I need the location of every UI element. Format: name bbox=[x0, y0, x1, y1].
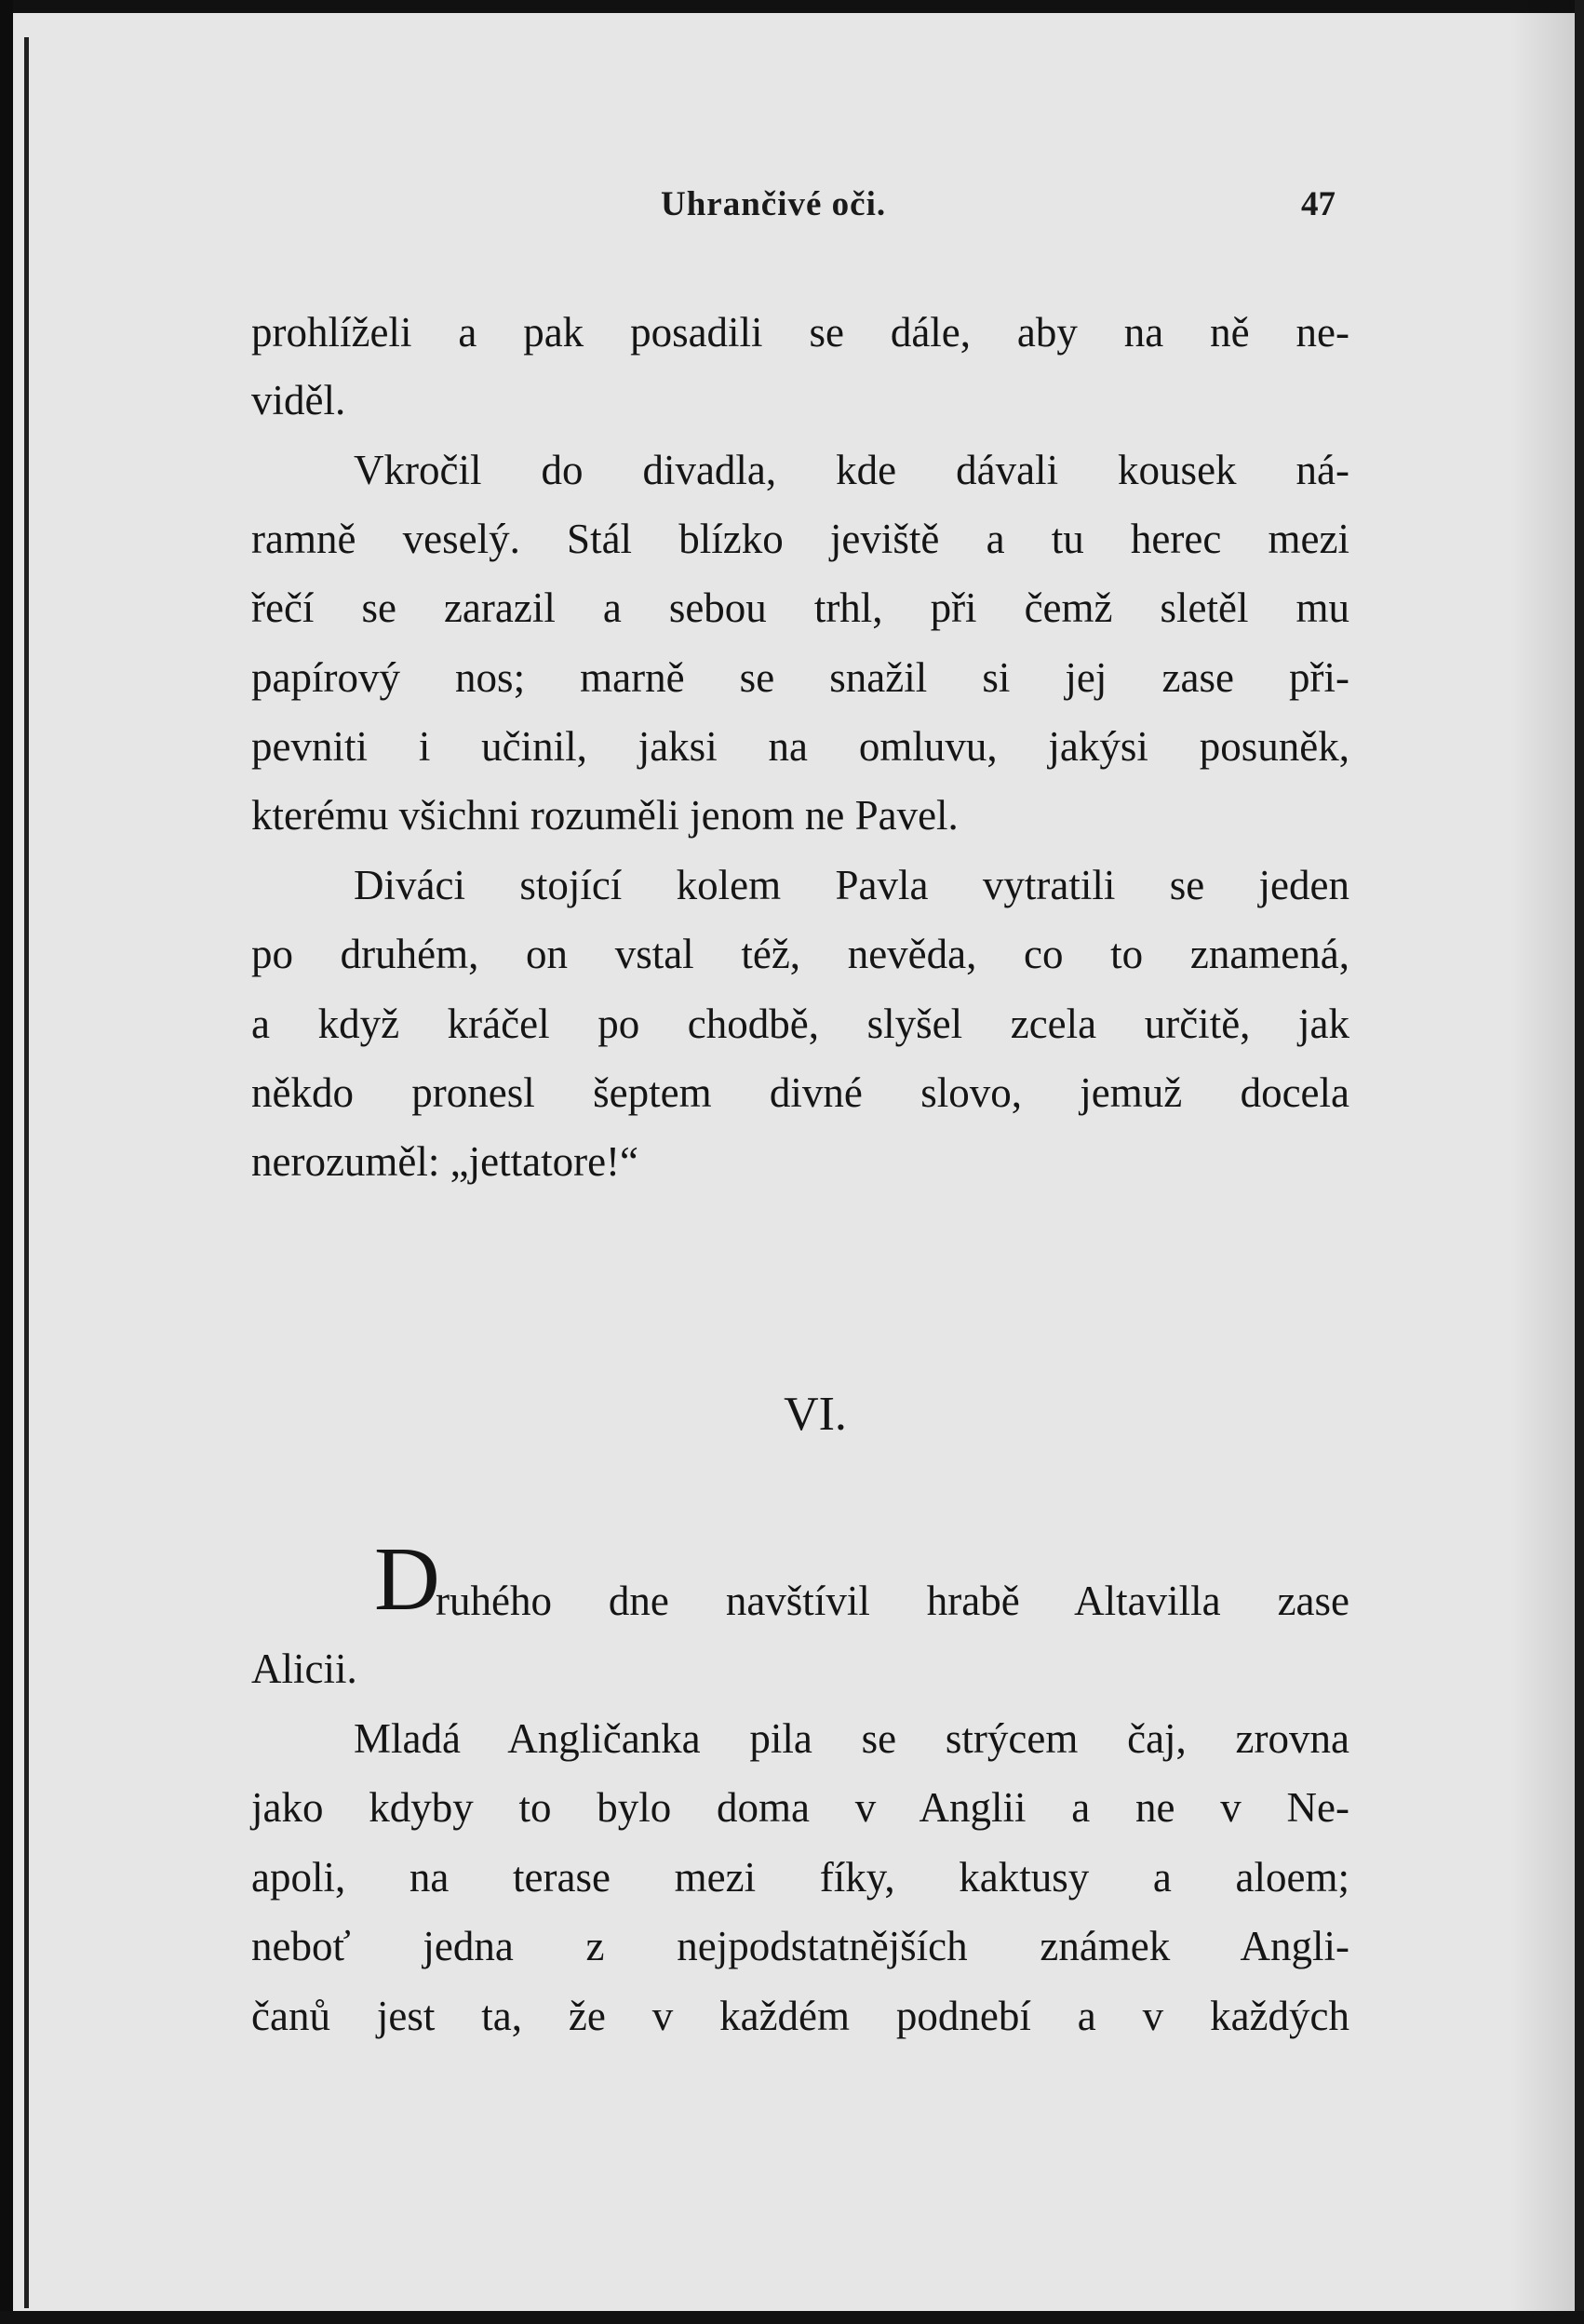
text-line: kterému všichni rozuměli jenom ne Pavel. bbox=[251, 792, 959, 839]
scan-edge-right bbox=[1575, 0, 1584, 2324]
text-line: pevniti i učinil, jaksi na omluvu, jakýsi posuněk, bbox=[251, 723, 1349, 770]
text-line: a když kráčel po chodbě, slyšel zcela určitě, jak bbox=[251, 1001, 1349, 1047]
scan-shadow-right bbox=[1510, 0, 1575, 2324]
text-line: ruhého dne navštívil hrabě Altavilla zase bbox=[436, 1578, 1349, 1624]
scan-edge-top bbox=[0, 0, 1584, 13]
text-line: prohlíželi a pak posadili se dále, aby na ně ne- bbox=[251, 309, 1349, 356]
scan-edge-line bbox=[24, 37, 29, 2308]
running-title: Uhrančivé oči. bbox=[661, 185, 887, 223]
text-line: ramně veselý. Stál blízko jeviště a tu herec mezi bbox=[251, 516, 1349, 562]
drop-cap: D bbox=[374, 1529, 440, 1630]
chapter-heading: VI. bbox=[784, 1388, 847, 1441]
text-line: nerozuměl: „jettatore!“ bbox=[251, 1138, 639, 1185]
text-line: neboť jedna z nejpodstatnějších známek Angli- bbox=[251, 1923, 1349, 1969]
text-line: po druhém, on vstal též, nevěda, co to znamená, bbox=[251, 931, 1349, 977]
text-line: apoli, na terase mezi fíky, kaktusy a aloem; bbox=[251, 1854, 1349, 1901]
text-line: jako kdyby to bylo doma v Anglii a ne v Ne- bbox=[251, 1784, 1349, 1831]
text-line: papírový nos; marně se snažil si jej zase při- bbox=[251, 654, 1349, 701]
text-line: Vkročil do divadla, kde dávali kousek ná- bbox=[354, 447, 1349, 493]
text-line: čanů jest ta, že v každém podnebí a v každých bbox=[251, 1993, 1349, 2039]
page-number: 47 bbox=[1301, 185, 1336, 223]
scan-edge-left bbox=[0, 0, 13, 2324]
text-line: Diváci stojící kolem Pavla vytratili se jeden bbox=[354, 862, 1349, 908]
text-line: Mladá Angličanka pila se strýcem čaj, zrovna bbox=[354, 1715, 1349, 1762]
text-line: Alicii. bbox=[251, 1646, 357, 1692]
text-line: někdo pronesl šeptem divné slovo, jemuž docela bbox=[251, 1069, 1349, 1116]
text-line: viděl. bbox=[251, 377, 346, 423]
text-line: řečí se zarazil a sebou trhl, při čemž sletěl mu bbox=[251, 584, 1349, 631]
scan-edge-bottom bbox=[0, 2311, 1584, 2324]
